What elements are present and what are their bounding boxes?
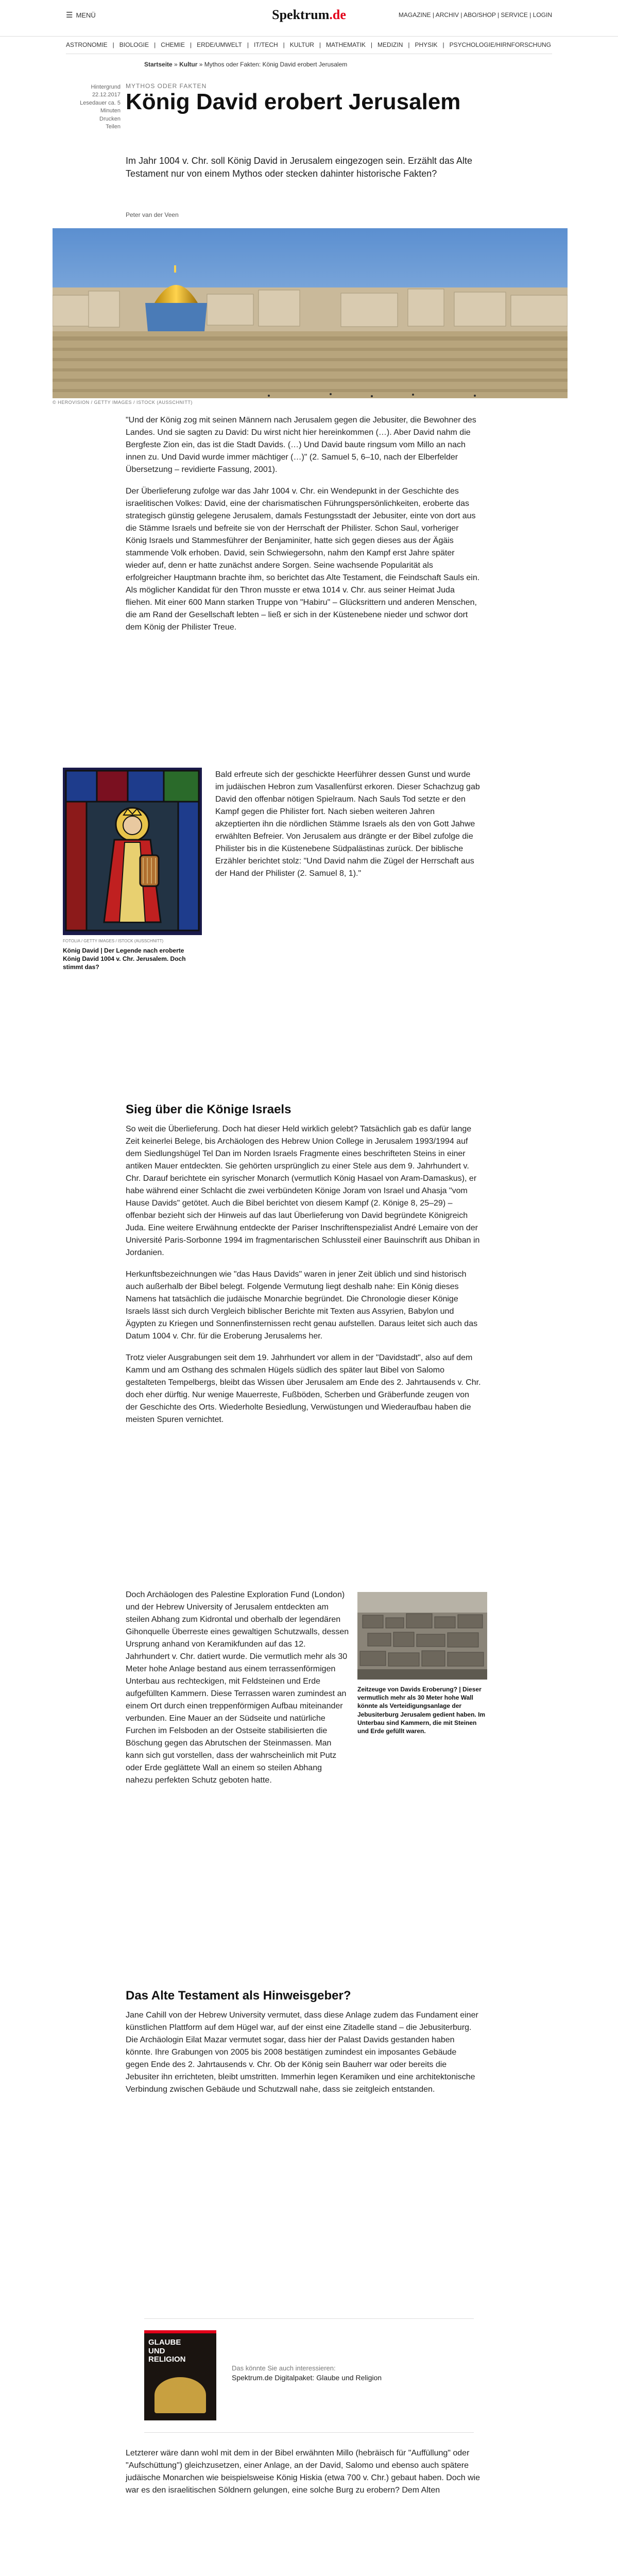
king-david-figure [63, 768, 202, 972]
image-credit: FOTOLIA / GETTY IMAGES / ISTOCK (AUSSCHNITT) [63, 939, 164, 943]
article-lead: Im Jahr 1004 v. Chr. soll König David in Jerusalem eingezogen sein. Erzählt das Alte Testament nur von einem Mythos oder stecken dahinter historische Fakten? [126, 156, 473, 179]
site-header [0, 0, 618, 37]
paragraph: "Und der König zog mit seinen Männern nach Jerusalem gegen die Jebusiter, die Bewohner des Landes. Und sie sagten zu David: Du wirst nicht hier hereinkommen (…). Aber David nahm die Bergfeste Zion ein, das ist die Stadt Davids. (…) Und David baute ringsum vom Millo an nach innen zu. Und David wurde immer mächtiger (…)" (2. Samuel 5, 6–10, nach der Elberfelder Übersetzung – revidierte Fassung, 2001). [126, 416, 476, 474]
article-body [215, 769, 481, 889]
paragraph: Jane Cahill von der Hebrew University vermutet, dass diese Anlage zudem das Fundament einer künstlichen Plattform auf dem Hügel war, auf der einst eine Zitadelle stand – die Jebusiterburg. Die Archäologin Eilat Mazar vermutet sogar, dass hier der Palast Davids gestanden haben könnte. Ihre Grabungen von 2005 bis 2008 bestätigen zumindest ein imposantes Gebäude gegen Ende des 2. Jahrtausends v. Chr. Ob der König sein Bauherr war oder bereits die Jebusiter ihn errichteten, bleibt umstritten. Immerhin legen Keramiken und eine architektonische Verbindung zwischen Gebäude und Schutzwall nahe, dass sie zeitgleich entstanden. [126, 2011, 478, 2094]
nav-item[interactable]: PSYCHOLOGIE/HIRNFORSCHUNG [449, 41, 552, 48]
hero-image [53, 228, 568, 398]
paragraph: Der Überlieferung zufolge war das Jahr 1004 v. Chr. ein Wendepunkt in der Geschichte des israelitischen Volkes: David, eine der charismatischen Führungspersönlichkeiten, eroberte das strategisch günstig gelegene Jerusalem, damals Festungsstadt der Jebusiter, einte von dort aus die Stämme Israels und befreite sie von der Herrschaft der Philister. Schon Saul, vorheriger König Israels und Stammesführer der Benjaminiter, hatte sich gegen dieses aus der Ägäis stammende Volk erhoben. David, sein Schwiegersohn, nahm den Kampf erst Jahre später wieder auf, denn er hatte zunächst andere Sorgen. Seine wachsende Popularität als erfolgreicher Hauptmann brachte ihm, so berichtet das Alte Testament, die Feindschaft Sauls ein. Als möglicher Kandidat für den Thron musste er etwa 1014 v. Chr. aus seiner Heimat Juda fliehen. Mit einer 600 Mann starken Truppe von "Habiru" – Glücksrittern und anderen Menschen, die am Rand der Gesellschaft lebten – ließ er sich in der Küstenebene nieder und schwor dort dem König der Philister Treue. [126, 487, 480, 632]
nav-item[interactable]: CHEMIE [161, 41, 185, 48]
stained-glass-image [63, 768, 202, 935]
nav-item[interactable]: KULTUR [289, 41, 314, 48]
breadcrumb-section[interactable]: Kultur [179, 61, 198, 68]
article-body [126, 1123, 481, 1435]
section-heading: Das Alte Testament als Hinweisgeber? [126, 1989, 351, 2003]
promo-cover[interactable] [144, 2330, 216, 2420]
article-kicker: MYTHOS ODER FAKTEN [126, 82, 207, 90]
stone-wall-figure [357, 1592, 487, 1735]
breadcrumb-home[interactable]: Startseite [144, 61, 173, 68]
top-links[interactable]: MAGAZINE | ARCHIV | ABO/SHOP | SERVICE | LOGIN [398, 11, 552, 19]
paragraph: Herkunftsbezeichnungen wie "das Haus Davids" waren in jener Zeit üblich und sind historisch auch außerhalb der Bibel belegt. Folgende Vermutung liegt deshalb nahe: Ein König dieses Namens hat tatsächlich die judäische Monarchie begründet. Die Chronologie dieser Könige Israels lässt sich durch Vergleich biblischer Berichte mit Texten aus Assyrien, Babylon und Ägypten zu Kriegen und Sonnenfinsternissen recht genau aufstellen. Daraus leitet sich auch das Datum 1004 v. Chr. für die Eroberung Jerusalems her. [126, 1270, 478, 1341]
article-title: König David erobert Jerusalem [126, 89, 461, 114]
menu-label[interactable]: MENÜ [76, 11, 96, 19]
nav-item[interactable]: BIOLOGIE [119, 41, 149, 48]
nav-item[interactable]: MATHEMATIK [326, 41, 366, 48]
breadcrumb-page: Mythos oder Fakten: König David erobert Jerusalem [204, 61, 348, 68]
article-body [126, 1589, 350, 1796]
article-body [126, 2009, 481, 2105]
article-body [126, 2447, 481, 2506]
nav-item[interactable]: ERDE/UMWELT [197, 41, 242, 48]
nav-item[interactable]: MEDIZIN [377, 41, 403, 48]
image-caption: König David | Der Legende nach eroberte König David 1004 v. Chr. Jerusalem. Doch stimmt das? [63, 947, 186, 971]
excavation-photo [357, 1592, 487, 1680]
nav-item[interactable]: ASTRONOMIE [66, 41, 108, 48]
article-type: Hintergrund [91, 84, 121, 90]
share-link[interactable]: Teilen [106, 123, 121, 130]
site-logo[interactable]: Spektrum.de [272, 7, 346, 22]
promo-box[interactable] [144, 2318, 474, 2433]
breadcrumb: Startseite » Kultur » Mythos oder Fakten: König David erobert Jerusalem [144, 61, 348, 68]
paragraph: Letzterer wäre dann wohl mit dem in der Bibel erwähnten Millo (hebräisch für "Auffüllung" oder "Aufschüttung") gleichzusetzen, einer Anlage, an der David, Salomo und ebenso auch spätere judäische Monarchen wie beispielsweise König Hiskia (etwa 700 v. Chr.) gebaut haben. Doch wie war es den israelitischen Söldnern gelungen, eine solche Burg zu erobern? Dem Alten [126, 2449, 480, 2495]
article-date: 22.12.2017 [92, 92, 121, 98]
paragraph: Doch Archäologen des Palestine Exploration Fund (London) und der Hebrew University of Jerusalem entdeckten am steilen Abhang zum Kidrontal und oberhalb der legendären Gihonquelle Überreste eines gewaltigen Schutzwalls, dessen Ursprung anhand von Keramikfunden auf das 12. Jahrhundert v. Chr. datiert wurde. Die vermutlich mehr als 30 Meter hohe Anlage bestand aus einem terrassenförmigen Unterbau aus rechteckigen, mit Feldsteinen und Erde aufgefüllten Kammern. Diese Terrassen waren zumindest an einem Ort durch einen treppenförmigen Aufbau miteinander verbunden. Eine Mauer an der Südseite und natürliche Furchen im Felsboden an der Ostseite stabilisierten die Böschung gegen das Abrutschen der Steinmassen. Man kann sich gut vorstellen, dass der wahrscheinlich mit Putz oder Erde geglättete Wall an einem so steilen Abhang nahezu perfekten Schutz geboten hatte. [126, 1590, 349, 1785]
category-nav: ASTRONOMIE | BIOLOGIE | CHEMIE | ERDE/UMWELT | IT/TECH | KULTUR | MATHEMATIK | MEDIZIN | PHYSIK | PSYCHOLOGIE/HIRNFORSCHUNG [66, 36, 552, 54]
hamburger-icon[interactable]: ☰ [66, 11, 73, 20]
paragraph: Trotz vieler Ausgrabungen seit dem 19. Jahrhundert vor allem in der "Davidstadt", also auf dem Kamm und am Osthang des schmalen Hügels südlich des später laut Bibel von Salomo gestalteten Tempelbergs, bleibt das Wissen über Jerusalem am Ende des 2. Jahrtausends v. Chr. doch eher dürftig. Nur wenige Mauerreste, Fußböden, Scherben und Gräberfunde zeugen von der Geschichte des Orts. Wiederholte Besiedlung, Verwüstungen und Wiederaufbau haben die meisten Spuren vernichtet. [126, 1353, 481, 1424]
print-link[interactable]: Drucken [99, 115, 121, 122]
promo-label: Das könnte Sie auch interessieren: [232, 2364, 336, 2372]
section-heading: Sieg über die Könige Israels [126, 1103, 291, 1116]
image-caption: Zeitzeuge von Davids Eroberung? | Dieser vermutlich mehr als 30 Meter hohe Wall könnte als Verteidigungsanlage der Jebusiterburg Jerusalem gedient haben. Im Unterbau sind Kammern, die mit Steinen und Erde gefüllt waren. [357, 1686, 486, 1735]
jerusalem-panorama [53, 228, 568, 398]
promo-title[interactable]: Spektrum.de Digitalpaket: Glaube und Religion [232, 2374, 382, 2382]
paragraph: Bald erfreute sich der geschickte Heerführer dessen Gunst und wurde im judäischen Hebron zum Vasallenfürst erkoren. Dieser Schachzug gab David den offenbar nötigen Spielraum. Nach Sauls Tod setzte er den Kampf gegen die Philister fort. Nach sieben weiteren Jahren akzeptierten ihn die nördlichen Stämme Israels als den von Gott Jahwe erwählten Befreier. Von Jerusalem aus drängte er der Bibel zufolge die Philister bis in die Küstenebene Südpalästinas zurück. Der biblische Erzähler berichtet stolz: "Und David nahm die Zügel der Herrschaft aus der Hand der Philister (2. Samuel 8, 1)." [215, 770, 480, 878]
cover-art [154, 2377, 206, 2413]
nav-item[interactable]: PHYSIK [415, 41, 438, 48]
paragraph: So weit die Überlieferung. Doch hat dieser Held wirklich gelebt? Tatsächlich gab es dafür lange Zeit keinerlei Belege, bis Archäologen des Hebrew Union College in Jerusalem 1993/1994 auf dem Siedlungshügel Tel Dan im Norden Israels Fragmente eines beschrifteten Steins in einer antiken Mauer entdeckten. Sie gehörten ursprünglich zu einer Stele aus dem 9. Jahrhundert v. Chr. Darauf berichtete ein syrischer Monarch (vermutlich König Hasael von Aram-Damaskus), er habe während einer Schlacht die zwei verbündeten Könige Joram von Israel und Ahasja "vom Hause Davids" getötet. Auch die Bibel berichtet von diesem Kampf (2. Könige 8, 25–29) – offenbar bezieht sich der Hinweis auf das laut Überlieferung von David begründete Königreich Juda. Eine weitere Erwähnung entdeckte der Pariser Inschriftenspezialist André Lemaire von der Université Paris-Sorbonne 1994 im fragmentarischen Schlussteil einer Bauinschrift aus Dhiban in Jordanien. [126, 1125, 480, 1257]
reading-time: Lesedauer ca. 5 Minuten [80, 99, 121, 114]
hero-credit: © HEROVISION / GETTY IMAGES / ISTOCK (AUSSCHNITT) [53, 400, 193, 405]
article-body [126, 414, 481, 643]
article-author[interactable]: Peter van der Veen [126, 211, 179, 218]
nav-item[interactable]: IT/TECH [253, 41, 278, 48]
cover-title: GLAUBE UND RELIGION [148, 2338, 186, 2364]
article-meta [73, 83, 121, 131]
cover-accent [144, 2330, 216, 2333]
